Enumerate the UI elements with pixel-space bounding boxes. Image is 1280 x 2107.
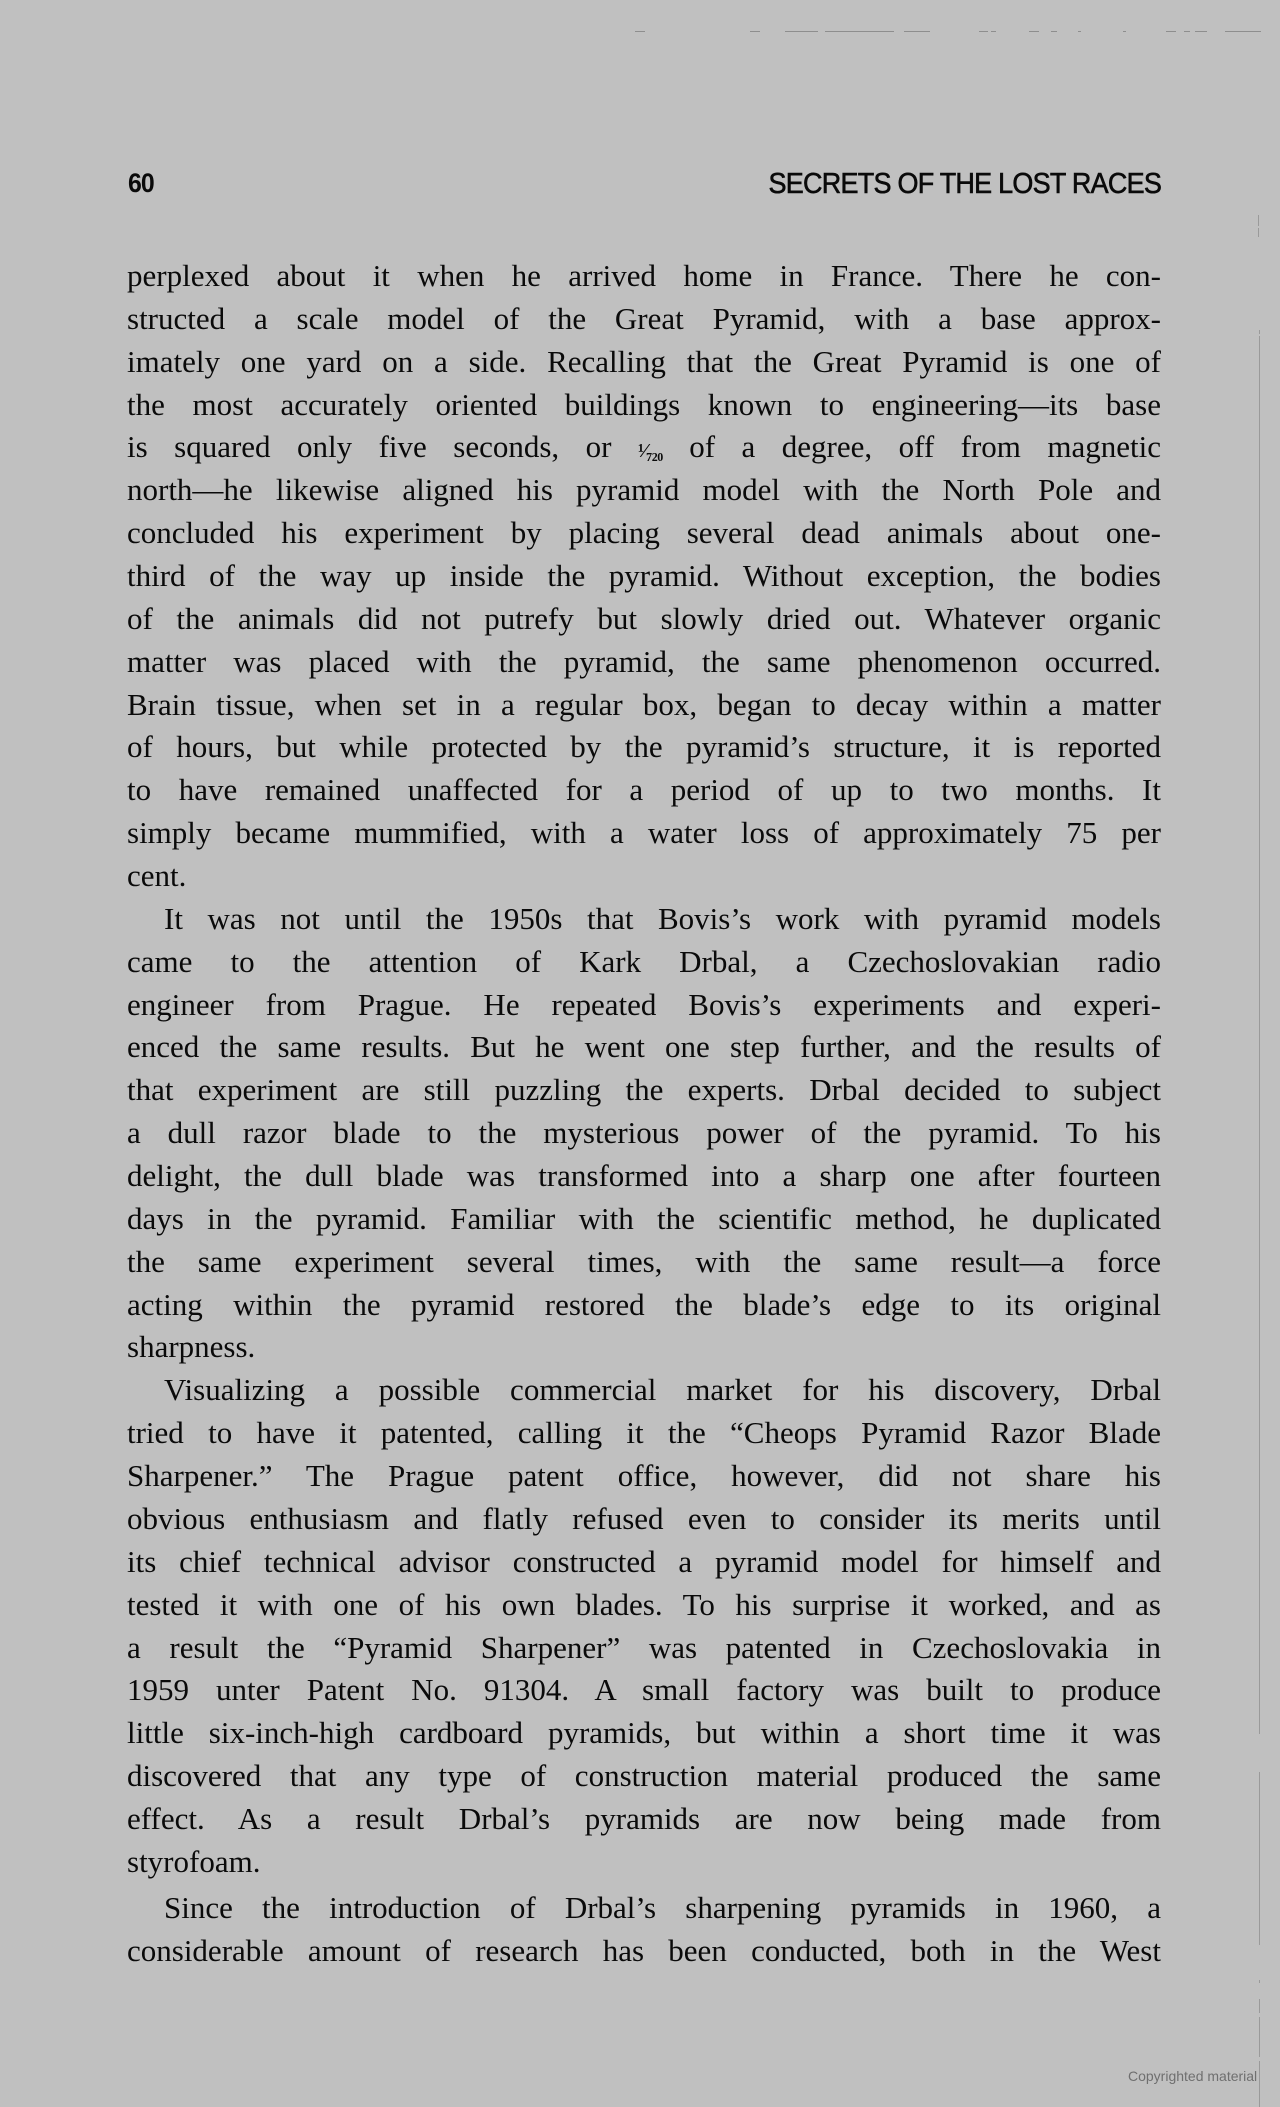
text-line: cent.: [127, 858, 187, 894]
paragraph: [127, 1369, 1161, 1883]
book-title: SECRETS OF THE LOST RACES: [768, 168, 1161, 200]
text-line: obvious enthusiasm and flatly refused even to consider its merits until: [127, 1500, 1161, 1536]
text-line: the same experiment several times, with the same result—a force: [127, 1243, 1161, 1279]
text-line: of hours, but while protected by the pyramid’s structure, it is reported: [127, 729, 1161, 765]
text-line: delight, the dull blade was transformed into a sharp one after fourteen: [127, 1158, 1161, 1194]
text-line: of the animals did not putrefy but slowly dried out. Whatever organic: [127, 600, 1161, 636]
text-line: its chief technical advisor constructed a pyramid model for himself and: [127, 1543, 1161, 1579]
text-line: to have remained unaffected for a period of up to two months. It: [127, 772, 1161, 808]
margin-rule: [1259, 1980, 1260, 1983]
text-line: structed a scale model of the Great Pyramid, with a base approx-: [127, 300, 1161, 336]
text-line: acting within the pyramid restored the blade’s edge to its original: [127, 1286, 1161, 1322]
fraction-one-seven-twentieth: ¹⁄₇₂₀: [637, 440, 663, 463]
text-line: It was not until the 1950s that Bovis’s work with pyramid models: [164, 900, 1161, 936]
paragraph: [127, 255, 1161, 898]
text-line: concluded his experiment by placing several dead animals about one-: [127, 515, 1161, 551]
text-line: a dull razor blade to the mysterious power of the pyramid. To his: [127, 1115, 1161, 1151]
text-line: third of the way up inside the pyramid. Without exception, the bodies: [127, 558, 1161, 594]
margin-rule: [1259, 330, 1260, 334]
page-number: 60: [128, 168, 154, 198]
text-line: Brain tissue, when set in a regular box, began to decay within a matter: [127, 686, 1161, 722]
text-line: Since the introduction of Drbal’s sharpening pyramids in 1960, a: [164, 1889, 1161, 1925]
text-line: 1959 unter Patent No. 91304. A small factory was built to produce: [127, 1672, 1161, 1708]
text-line: engineer from Prague. He repeated Bovis’s experiments and experi-: [127, 986, 1161, 1022]
text-line: perplexed about it when he arrived home in France. There he con-: [127, 258, 1161, 293]
copyright-watermark: Copyrighted material: [1128, 2068, 1258, 2084]
text-line: imately one yard on a side. Recalling that the Great Pyramid is one of: [127, 343, 1161, 379]
text-line: discovered that any type of construction material produced the same: [127, 1758, 1161, 1794]
text-line: little six-inch-high cardboard pyramids, but within a short time it was: [127, 1715, 1161, 1751]
margin-rule: [1259, 2017, 1260, 2057]
text-line: tried to have it patented, calling it the “Cheops Pyramid Razor Blade: [127, 1415, 1161, 1451]
text-line: effect. As a result Drbal’s pyramids are now being made from: [127, 1800, 1161, 1836]
text-line: sharpness.: [127, 1329, 256, 1365]
margin-rule: [1259, 2061, 1260, 2107]
text-line: styrofoam.: [127, 1843, 261, 1879]
paragraph: [127, 1887, 1161, 1973]
text-line: came to the attention of Kark Drbal, a Czechoslovakian radio: [127, 943, 1161, 979]
body-text: [127, 255, 1161, 1972]
text-line: simply became mummified, with a water loss of approximately 75 per: [127, 815, 1161, 851]
text-line: considerable amount of research has been conducted, both in the West: [127, 1932, 1161, 1968]
text-line: days in the pyramid. Familiar with the scientific method, he duplicated: [127, 1200, 1161, 1236]
text-line: the most accurately oriented buildings known to engineering—its base: [127, 386, 1161, 422]
paragraph: [127, 898, 1161, 1369]
margin-rule: [1259, 1772, 1260, 1945]
margin-rule: [1259, 336, 1260, 1734]
margin-rule: [1259, 1999, 1260, 2013]
text-line: Visualizing a possible commercial market for his discovery, Drbal: [164, 1372, 1161, 1408]
text-line: that experiment are still puzzling the experts. Drbal decided to subject: [127, 1072, 1161, 1108]
text-line: a result the “Pyramid Sharpener” was patented in Czechoslovakia in: [127, 1629, 1161, 1665]
scan-artifact-dashes: [0, 31, 1280, 33]
text-line: is squared only five seconds, or ¹⁄₇₂₀ of a degree, off from magnetic: [127, 429, 1161, 465]
text-line: north—he likewise aligned his pyramid model with the North Pole and: [127, 472, 1161, 508]
text-line: Sharpener.” The Prague patent office, however, did not share his: [127, 1458, 1161, 1494]
margin-rule: [1258, 228, 1259, 237]
text-line: matter was placed with the pyramid, the same phenomenon occurred.: [127, 643, 1161, 679]
text-line: tested it with one of his own blades. To his surprise it worked, and as: [127, 1586, 1161, 1622]
margin-rule: [1258, 215, 1259, 226]
running-head: [127, 166, 1161, 202]
text-line: enced the same results. But he went one step further, and the results of: [127, 1029, 1161, 1065]
